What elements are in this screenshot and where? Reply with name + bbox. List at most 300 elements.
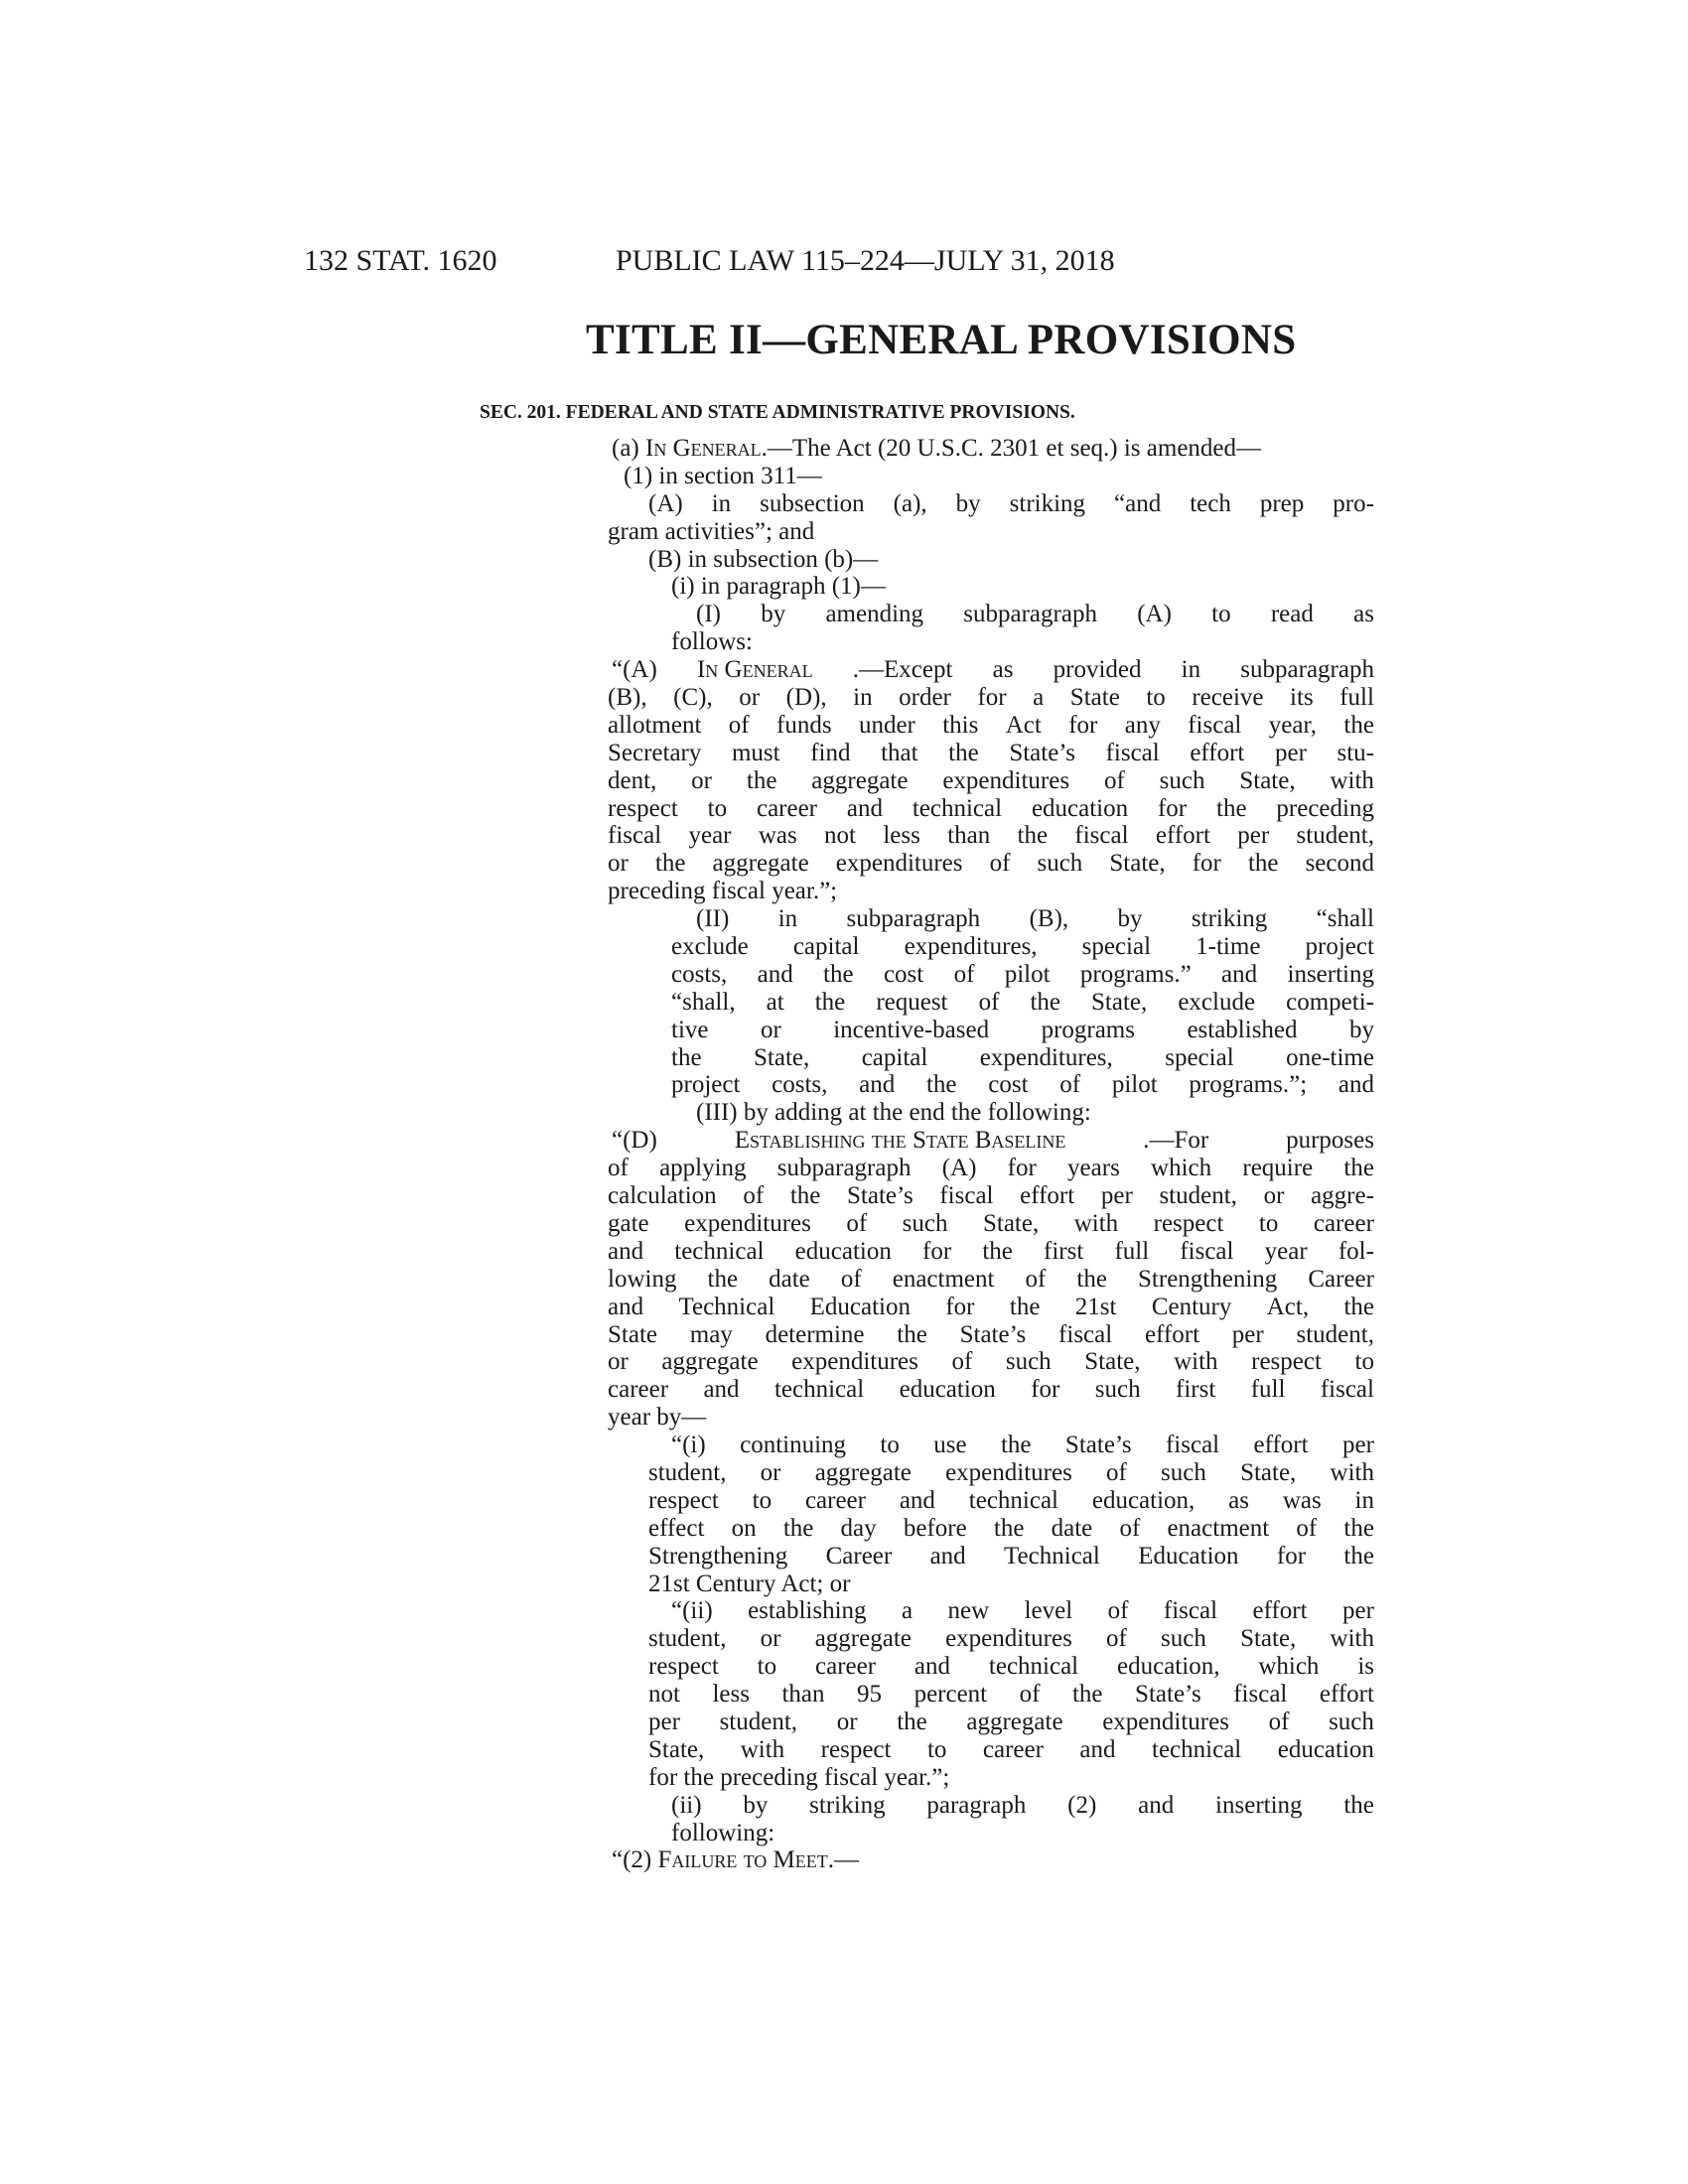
text-segment: .—The Act (20 U.S.C. 2301 et seq.) is amended— [761,435,1262,462]
word: at [766,988,784,1016]
word: (A) [1137,601,1172,628]
text-line [608,1348,1374,1376]
text-segment: (B) in subsection (b)— [648,545,879,573]
text-line [608,1071,1374,1099]
word: Education [1138,1542,1239,1570]
word: with [1330,1458,1374,1486]
word: fiscal [1320,1376,1374,1404]
word: “and [1114,489,1162,517]
word: aggregate [661,1348,759,1376]
word: expenditures, [979,1043,1113,1071]
word: than [781,1681,825,1708]
word: per [1341,1432,1374,1459]
word: the [1017,822,1049,850]
word: State, [982,1209,1040,1237]
word: “shall [1316,905,1374,933]
word: effort [1190,739,1245,766]
word: such [902,1209,948,1237]
word: or [608,1348,629,1376]
text-line [608,822,1374,850]
text-line [608,463,1374,490]
word: student, [1296,1320,1374,1348]
word: and [757,960,793,988]
word: this [942,711,979,739]
word: the [982,1237,1013,1265]
text-segment: (1) in section 311— [624,462,822,489]
text-line [608,1404,1374,1432]
word: pro- [1333,489,1374,517]
text-line [608,1294,1374,1321]
word: costs, [772,1071,828,1099]
word: State’s [1064,1432,1132,1459]
word: than [947,822,991,850]
word: of [978,988,1000,1016]
word: for [977,684,1007,712]
word: the [707,1265,739,1293]
word: full [1339,684,1374,712]
word: respect [1153,1209,1224,1237]
word: expenditures [1102,1707,1229,1735]
word: allotment [608,711,702,739]
word: date [1051,1514,1093,1542]
word: career [982,1735,1044,1763]
word: (II) [696,905,730,933]
word: competi- [1286,988,1374,1016]
word: career [1313,1209,1374,1237]
word: of [1296,1514,1318,1542]
word: Strengthening [1138,1265,1278,1293]
word: or [1263,1182,1285,1210]
word: the [1343,1542,1374,1570]
text-line [608,1127,1374,1155]
word: “(ii) [671,1597,713,1625]
word: read [1270,601,1314,628]
word: cost [883,960,924,988]
word: of [951,1348,973,1376]
word: education, [1091,1486,1196,1514]
word: respect [648,1486,719,1514]
word: with [740,1735,785,1763]
word: State’s [1135,1681,1201,1708]
text-line [608,1708,1374,1736]
word: receive [1192,684,1264,712]
text-line [608,1681,1374,1708]
word: its [1290,684,1314,712]
word: the [1071,1681,1103,1708]
word: programs [1041,1016,1135,1043]
word: stu- [1336,739,1374,766]
word: (A) [941,1155,977,1182]
word: request [876,988,948,1016]
word: in [777,905,798,933]
word: the [671,1043,702,1071]
word: fiscal [1233,1681,1288,1708]
word: .—Except [852,656,953,684]
word: of [1025,1265,1047,1293]
word: year [688,822,732,850]
word: inserting [1287,960,1374,988]
word: to [752,1486,773,1514]
text-line [608,878,1374,905]
word: State’s [847,1182,914,1210]
word: for [1192,850,1221,878]
word: 21st [1074,1293,1117,1320]
text-line [608,712,1374,740]
word: respect [820,1735,892,1763]
word: gate [608,1209,649,1237]
text-line [608,1376,1374,1404]
word: such [1159,766,1205,794]
word: and [899,1486,935,1514]
word: full [1250,1376,1286,1404]
word: under [858,711,915,739]
word: education [899,1376,996,1404]
word: of [608,1155,629,1182]
word: or [608,850,629,878]
text-line [608,1099,1374,1127]
text-line [608,1515,1374,1543]
word: for [945,1293,975,1320]
page-title: TITLE II—GENERAL PROVISIONS [586,317,1297,363]
word: the [897,1320,927,1348]
word: was [1282,1486,1322,1514]
word: any [1124,711,1161,739]
word: Act, [1266,1293,1310,1320]
word: State [1069,684,1120,712]
word: fiscal [1188,711,1242,739]
word: (D), [785,684,827,712]
word: of [1106,1458,1127,1486]
word: the [948,739,979,766]
text-line [608,1321,1374,1349]
word: such [1094,1376,1141,1404]
word: established [1187,1016,1298,1043]
word: technical [774,1376,865,1404]
text-line [608,601,1374,628]
word: Technical [1004,1542,1100,1570]
word: per [1274,739,1307,766]
word: or [691,766,712,794]
word: State, [1239,766,1296,794]
word: (A) [648,489,683,517]
word: before [903,1514,967,1542]
word: technical [1152,1735,1242,1763]
word: the [1000,1432,1032,1459]
text-line [608,435,1374,463]
text-segment: .— [827,1846,860,1874]
word: for [1068,711,1098,739]
word: (ii) [671,1791,702,1819]
word: not [648,1681,680,1708]
word: which [1151,1155,1212,1182]
word: respect [648,1653,719,1681]
text-line [608,656,1374,684]
word: as [1353,601,1374,628]
word: (B), [608,684,647,712]
word: enactment [1167,1514,1270,1542]
word: by [743,1791,769,1819]
word: State, [1240,1458,1297,1486]
word: first [1044,1237,1084,1265]
text-line [608,1792,1374,1820]
word: and [608,1237,644,1265]
text-segment: preceding fiscal year.”; [608,878,838,905]
text-segment: (a) [612,435,645,462]
word: and [914,1653,951,1681]
word: that [881,739,918,766]
section-heading: SEC. 201. FEDERAL AND STATE ADMINISTRATIVE PROVISIONS. [480,402,1075,423]
word: expenditures [945,1625,1072,1653]
word: of [1119,1514,1141,1542]
word: the [814,988,846,1016]
word: of [953,960,975,988]
word: effort [1020,1182,1075,1210]
word: project [671,1071,741,1099]
word: the [654,850,686,878]
word: the [1343,1293,1374,1320]
text-segment: 21st Century Act; or [648,1570,851,1597]
text-line [608,1597,1374,1625]
text-segment: follows: [671,628,753,656]
word: per [1100,1182,1133,1210]
word: with [1330,1625,1374,1653]
word: student, [648,1458,727,1486]
word: Career [1308,1265,1374,1293]
word: aggregate [814,1625,912,1653]
word: and [1138,1791,1175,1819]
word: technical [988,1653,1079,1681]
word: and [608,1293,644,1320]
word: tech [1190,489,1231,517]
word: special [1165,1043,1234,1071]
word: by [955,489,981,517]
word: State [608,1320,657,1348]
text-segment: In General [645,435,762,462]
word: or [739,684,761,712]
word: percent [914,1681,988,1708]
word: respect [608,794,678,822]
word: striking [1009,489,1086,517]
word: exclude [1178,988,1256,1016]
text-line [608,1653,1374,1681]
word: calculation [608,1182,717,1210]
word: fiscal [1165,1432,1220,1459]
word: with [1174,1348,1218,1376]
text-segment: for the preceding fiscal year.”; [648,1763,950,1791]
word: Century [1151,1293,1232,1320]
word: continuing [740,1432,847,1459]
word: establishing [748,1597,867,1625]
word: such [1005,1348,1052,1376]
word: for [1276,1542,1307,1570]
word: to [880,1432,900,1459]
word: (2) [1067,1791,1097,1819]
word: (B), [1029,905,1069,933]
word: to [1211,601,1231,628]
text-segment: (i) in paragraph (1)— [671,573,886,601]
word: level [1024,1597,1073,1625]
word: subparagraph [1240,656,1374,684]
word: in [1181,656,1201,684]
text-line [608,1736,1374,1764]
word: (a), [893,489,927,517]
word: on [731,1514,757,1542]
word: of [1107,1597,1129,1625]
word: technical [674,1237,765,1265]
text-line [608,684,1374,712]
word: such [1161,1458,1206,1486]
word: per [1237,822,1270,850]
word: project [1305,933,1374,961]
text-line [608,1459,1374,1487]
word: as [992,656,1014,684]
word: costs, [671,960,728,988]
word: education, [1117,1653,1220,1681]
text-line [608,1017,1374,1044]
word: new [947,1597,990,1625]
word: capital [861,1043,928,1071]
word: State, [1240,1625,1297,1653]
word: respect [1251,1348,1322,1376]
word: of [1019,1681,1041,1708]
text-line [608,1238,1374,1266]
word: Career [825,1542,893,1570]
word: per [1341,1597,1374,1625]
text-line [608,1570,1374,1598]
word: a [1033,684,1045,712]
text-line [608,1182,1374,1210]
word: State, [1084,1348,1141,1376]
word: aggregate [811,766,909,794]
word: pilot [1111,1071,1158,1099]
word: 1-time [1196,933,1261,961]
word: of [846,1209,868,1237]
word: the [782,1514,814,1542]
word: require [1242,1155,1314,1182]
word: “(D) [612,1127,657,1155]
word: fiscal [1180,1237,1234,1265]
text-line [608,1543,1374,1570]
word: technical [912,794,1003,822]
word: to [926,1735,947,1763]
word: of [840,1265,862,1293]
text-line [608,850,1374,878]
word: programs.”; [1189,1071,1308,1099]
word: State, [648,1735,705,1763]
word: such [1329,1707,1374,1735]
word: fiscal [1105,739,1160,766]
text-line [608,1487,1374,1515]
word: Act [1005,711,1042,739]
word: not [824,822,856,850]
word: In General [696,656,813,684]
word: effect [648,1514,705,1542]
word: career [608,1376,669,1404]
text-line [608,1846,1374,1874]
word: amending [825,601,924,628]
word: career [804,1486,866,1514]
word: in [853,684,873,712]
word: enactment [892,1265,995,1293]
word: the [1009,1293,1041,1320]
word: Secretary [608,739,702,766]
word: full [1114,1237,1150,1265]
text-segment: gram activities”; and [608,517,815,545]
word: per [648,1707,680,1735]
word: funds [776,711,832,739]
word: “(i) [671,1432,706,1459]
word: expenditures, [904,933,1038,961]
word: the [1076,1265,1107,1293]
word: .—For [1143,1127,1209,1155]
text-segment: year by— [608,1404,707,1432]
word: effort [1253,1432,1309,1459]
word: and [1337,1071,1374,1099]
word: for [922,1237,952,1265]
word: education [1277,1735,1374,1763]
word: to [1146,684,1166,712]
word: find [810,739,851,766]
word: order [899,684,951,712]
word: the [1343,1155,1374,1182]
text-segment: Failure to Meet [657,1846,828,1874]
word: to [757,1653,777,1681]
word: Strengthening [648,1542,788,1570]
word: inserting [1215,1791,1303,1819]
word: use [933,1432,967,1459]
word: the [1030,988,1060,1016]
word: student, [719,1707,798,1735]
word: applying [659,1155,747,1182]
word: fiscal [1163,1597,1218,1625]
word: second [1305,850,1374,878]
text-line [608,1210,1374,1238]
text-line [608,1625,1374,1653]
word: fiscal [1074,822,1129,850]
word: State, [1109,850,1166,878]
word: the [1343,1791,1374,1819]
text-line [608,961,1374,989]
text-line [608,933,1374,961]
word: student, [1296,822,1374,850]
text-line [608,767,1374,795]
word: of [1103,766,1125,794]
word: by [1348,1016,1374,1043]
word: and [1079,1735,1116,1763]
word: student, [648,1625,727,1653]
word: capital [792,933,860,961]
word: 95 [857,1681,883,1708]
word: years [1067,1155,1120,1182]
word: subparagraph [963,601,1097,628]
word: to [1258,1209,1279,1237]
word: such [1161,1625,1206,1653]
word: technical [968,1486,1059,1514]
word: and [859,1071,896,1099]
word: special [1081,933,1152,961]
word: striking [1191,905,1268,933]
word: expenditures [791,1348,918,1376]
word: or [760,1625,781,1653]
word: with [1330,766,1374,794]
word: purposes [1286,1127,1374,1155]
word: expenditures [684,1209,811,1237]
word: for [1007,1155,1037,1182]
text-segment: (III) by adding at the end the following: [696,1099,1091,1127]
word: and [846,794,883,822]
word: Establishing the State Baseline [734,1127,1066,1155]
word: fiscal [1058,1320,1113,1348]
